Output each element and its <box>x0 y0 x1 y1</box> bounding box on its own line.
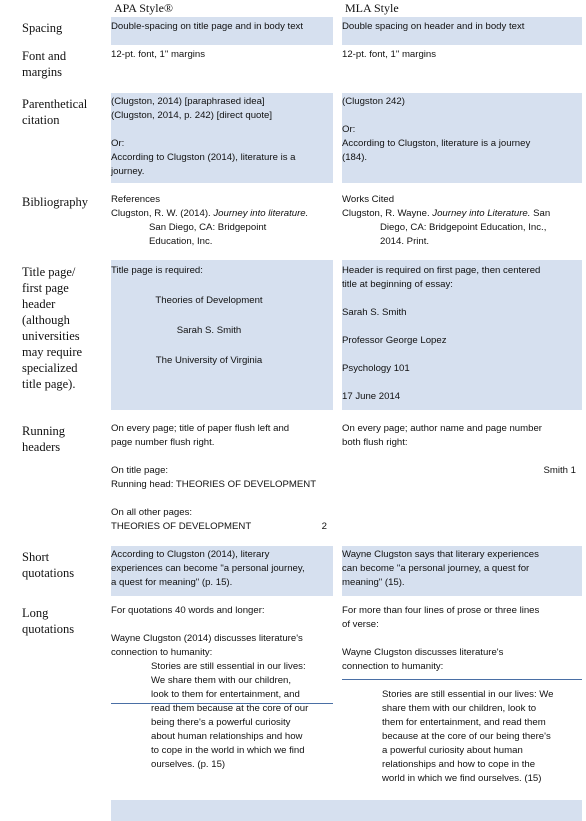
row-label: Spacing <box>22 21 63 35</box>
apa-cell <box>111 260 333 410</box>
cell-text: page number flush right. <box>111 437 215 448</box>
cell-text: (Clugston, 2014) [paraphrased idea] <box>111 96 265 107</box>
apa-cell <box>111 48 333 62</box>
title-page-author: Sarah S. Smith <box>176 325 242 336</box>
mla-cell <box>342 17 582 45</box>
running-head-example: THEORIES OF DEVELOPMENT 2 <box>111 521 327 532</box>
apa-cell <box>111 604 333 772</box>
row-spacing <box>0 17 586 42</box>
cell-text: both flush right: <box>342 437 408 448</box>
cell-text: journey. <box>111 166 145 177</box>
cell-text: title at beginning of essay: <box>342 279 453 290</box>
page-break-rule <box>111 703 333 704</box>
cell-text: 12-pt. font, 1" margins <box>111 49 206 60</box>
cell-text: Wayne Clugston (2014) discusses literature's <box>111 633 303 644</box>
mla-cell <box>342 604 582 786</box>
apa-column-header: APA Style® <box>114 1 174 15</box>
cell-text: Wayne Clugston discusses literature's <box>342 647 504 658</box>
cell-text: (Clugston 242) <box>342 96 405 107</box>
cell-text: According to Clugston (2014), literature is a <box>111 152 296 163</box>
apa-cell <box>111 422 333 534</box>
cell-text: of verse: <box>342 619 379 630</box>
reference-entry: Clugston, R. W. (2014). Journey into literature. <box>111 208 309 219</box>
cell-text: (184). <box>342 152 368 163</box>
row-label: Running headers <box>22 424 66 454</box>
cell-text: Professor George Lopez <box>342 335 447 346</box>
cell-text: Header is required on first page, then centered <box>342 265 541 276</box>
cell-text: Or: <box>342 124 356 135</box>
running-head-example: Smith 1 <box>543 465 576 476</box>
cell-text: Sarah S. Smith <box>342 307 407 318</box>
cell-text: On every page; title of paper flush left and <box>111 423 290 434</box>
cell-text: meaning" (15). <box>342 577 405 588</box>
cell-text: For quotations 40 words and longer: <box>111 605 265 616</box>
mla-column-header: MLA Style <box>345 1 399 15</box>
row-label: Title page/ first page header (although universities may require specialized title page). <box>22 265 83 391</box>
cell-text: Double-spacing on title page and in body text <box>111 21 304 32</box>
apa-cell <box>111 193 333 249</box>
cell-text: Psychology 101 <box>342 363 410 374</box>
works-cited-entry: Clugston, R. Wayne. Journey into Literature. San <box>342 208 551 219</box>
cell-text: Works Cited <box>342 194 395 205</box>
row-running-headers <box>0 420 586 540</box>
apa-cell <box>111 93 333 183</box>
cell-text: 17 June 2014 <box>342 391 401 402</box>
row-title-page <box>0 260 586 410</box>
cell-text: According to Clugston, literature is a journey <box>342 138 531 149</box>
cell-text: connection to humanity: <box>342 661 444 672</box>
row-long-quotations <box>0 602 586 821</box>
mla-cell <box>342 193 582 249</box>
cell-text: experiences can become "a personal journey, <box>111 563 305 574</box>
cell-text: can become "a personal journey, a quest for <box>342 563 530 574</box>
cell-text: For more than four lines of prose or three lines <box>342 605 540 616</box>
table-bottom-band <box>111 800 582 821</box>
row-label: Long quotations <box>22 606 75 636</box>
apa-cell <box>111 17 333 45</box>
cell-text: Running head: THEORIES OF DEVELOPMENT <box>111 479 317 490</box>
cell-text: On all other pages: <box>111 507 193 518</box>
cell-text: Diego, CA: Bridgepoint Education, Inc., <box>380 222 547 233</box>
row-label: Font and margins <box>22 49 67 79</box>
block-quote: Stories are still essential in our lives: We share them with our children, look to them for entertainment, and read them because at the core of our being there's a powerful curiosity about human relationships and how to cope in the world in which we find ourselves. (15) <box>382 689 554 784</box>
page-break-rule <box>342 679 582 680</box>
mla-cell <box>342 546 582 596</box>
mla-cell <box>342 422 582 478</box>
title-page-title: Theories of Development <box>155 295 263 306</box>
row-font-margins <box>0 45 586 95</box>
row-label: Short quotations <box>22 550 75 580</box>
apa-cell <box>111 546 333 596</box>
block-quote: Stories are still essential in our lives: We share them with our children, look to them for entertainment, and read them because at the core of our being there's a powerful curiosity about human relationships and how to cope in the world in which we find ourselves. (p. 15) <box>151 661 309 770</box>
cell-text: connection to humanity: <box>111 647 213 658</box>
cell-text: 12-pt. font, 1" margins <box>342 49 437 60</box>
cell-text: On every page; author name and page number <box>342 423 543 434</box>
row-parenthetical-citation <box>0 93 586 185</box>
cell-text: San Diego, CA: Bridgepoint <box>149 222 267 233</box>
mla-cell <box>342 93 582 183</box>
title-page-institution: The University of Virginia <box>155 355 263 366</box>
cell-text: Or: <box>111 138 125 149</box>
cell-text: (Clugston, 2014, p. 242) [direct quote] <box>111 110 273 121</box>
cell-text: References <box>111 194 161 205</box>
cell-text: Title page is required: <box>111 265 203 276</box>
cell-text: Double spacing on header and in body text <box>342 21 525 32</box>
row-label: Bibliography <box>22 195 88 209</box>
cell-text: According to Clugston (2014), literary <box>111 549 270 560</box>
row-bibliography <box>0 192 586 254</box>
cell-text: a quest for meaning" (p. 15). <box>111 577 233 588</box>
row-label: Parenthetical citation <box>22 97 88 127</box>
cell-text: 2014. Print. <box>380 236 430 247</box>
cell-text: Education, Inc. <box>149 236 213 247</box>
cell-text: Wayne Clugston says that literary experiences <box>342 549 539 560</box>
row-short-quotations <box>0 546 586 596</box>
mla-cell <box>342 48 582 62</box>
mla-cell <box>342 260 582 410</box>
cell-text: On title page: <box>111 465 169 476</box>
